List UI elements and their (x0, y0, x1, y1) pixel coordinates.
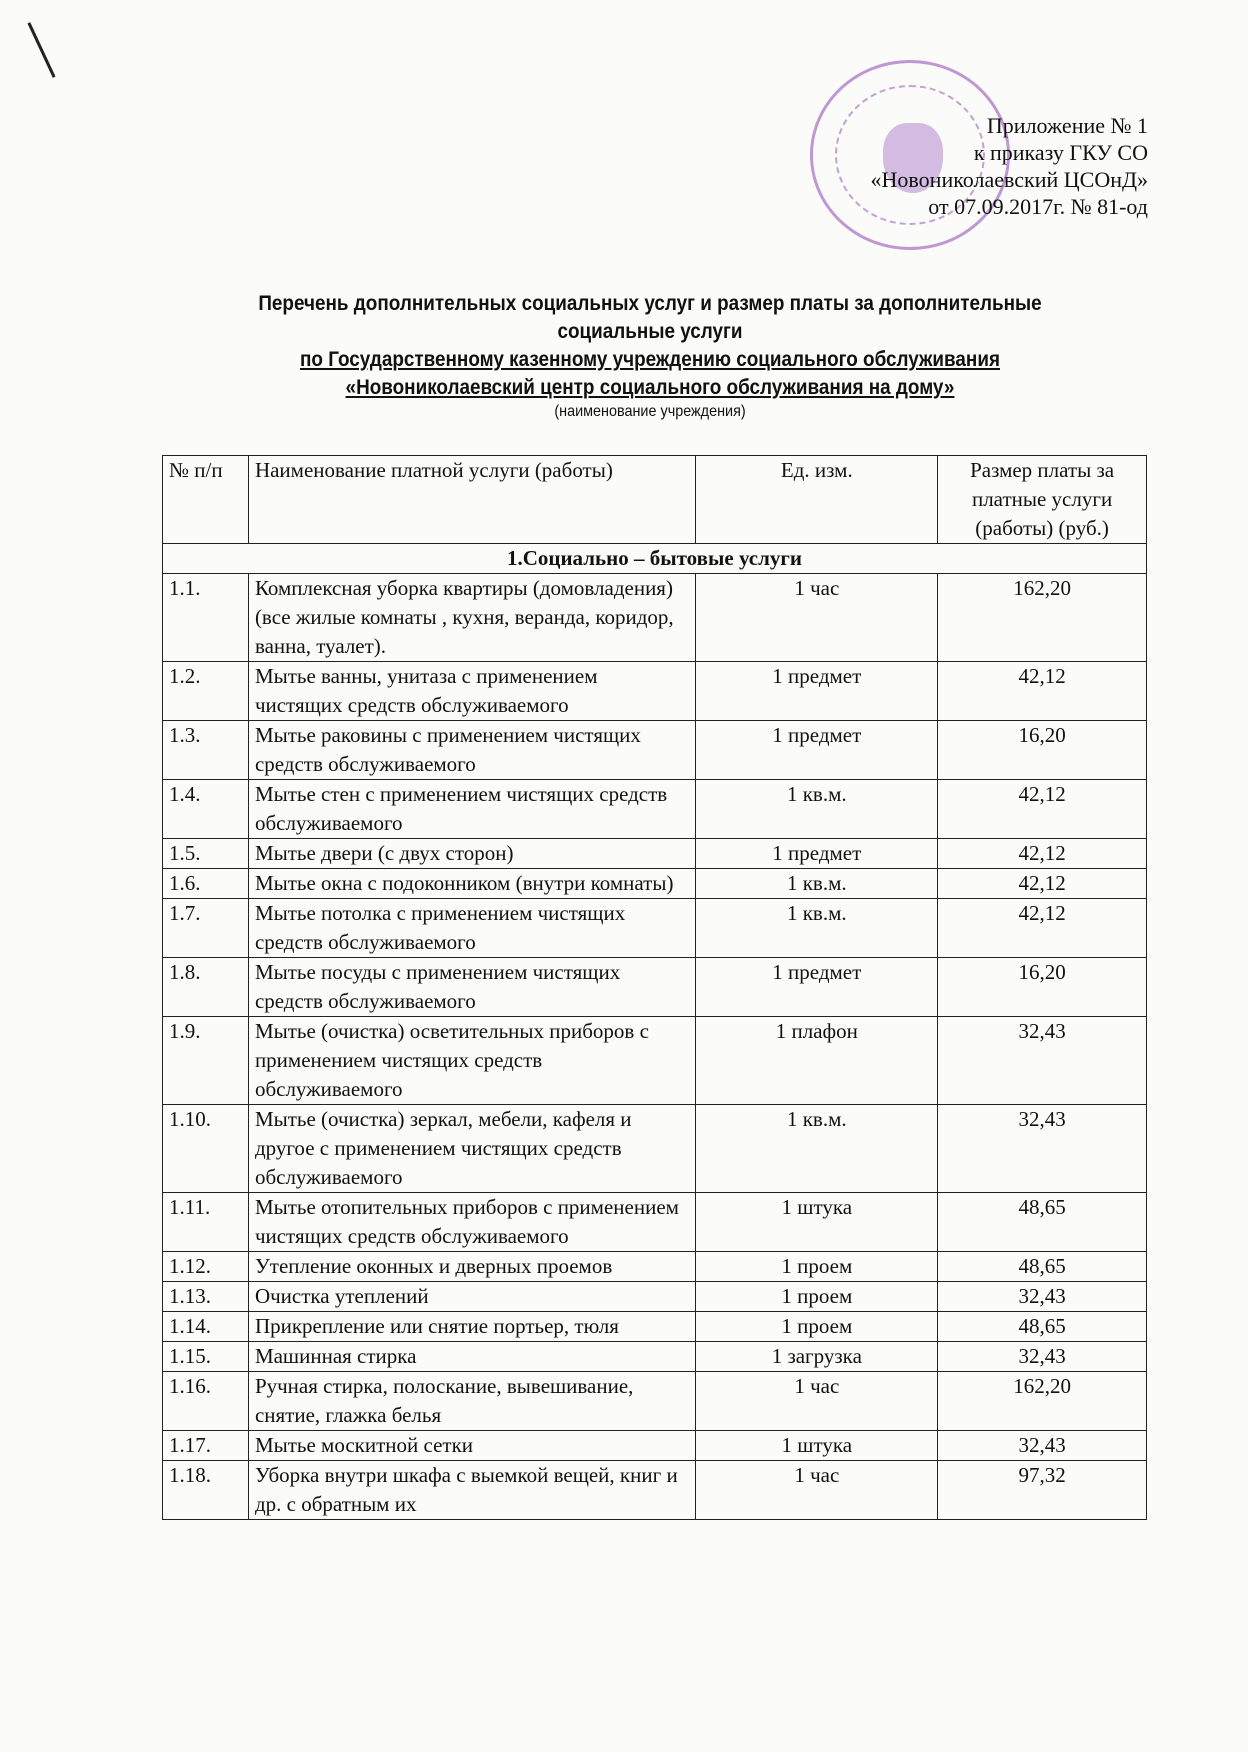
price: 97,32 (938, 1461, 1147, 1520)
table-row (163, 780, 1147, 839)
table-header-row (163, 456, 1147, 544)
table-row (163, 1372, 1147, 1431)
service-name: Мытье стен с применением чистящих средств обслуживаемого (248, 780, 696, 839)
price: 42,12 (938, 780, 1147, 839)
title-main: Перечень дополнительных социальных услуг и размер платы за дополнительные социальные услуги (258, 292, 1042, 343)
header-unit: Ед. изм. (696, 456, 938, 544)
section-title: 1.Социально – бытовые услуги (163, 544, 1147, 574)
title-caption: (наименование учреждения) (554, 403, 746, 420)
appendix-line: Приложение № 1 (986, 113, 1148, 138)
service-name: Мытье посуды с применением чистящих средств обслуживаемого (248, 958, 696, 1017)
price: 16,20 (938, 958, 1147, 1017)
service-name: Утепление оконных и дверных проемов (248, 1252, 696, 1282)
table-row (163, 958, 1147, 1017)
unit: 1 проем (696, 1252, 938, 1282)
table-row (163, 839, 1147, 869)
service-name: Мытье (очистка) осветительных приборов с применением чистящих средств обслуживаемого (248, 1017, 696, 1105)
price: 48,65 (938, 1193, 1147, 1252)
unit: 1 предмет (696, 958, 938, 1017)
unit: 1 предмет (696, 721, 938, 780)
table-row (163, 1252, 1147, 1282)
service-name: Комплексная уборка квартиры (домовладения) (все жилые комнаты , кухня, веранда, коридор, ванна, туалет). (248, 574, 696, 662)
unit: 1 кв.м. (696, 869, 938, 899)
table-row (163, 574, 1147, 662)
table-row (163, 1461, 1147, 1520)
row-number: 1.3. (163, 721, 249, 780)
unit: 1 предмет (696, 839, 938, 869)
unit: 1 штука (696, 1193, 938, 1252)
service-name: Мытье (очистка) зеркал, мебели, кафеля и другое с применением чистящих средств обслуживаемого (248, 1105, 696, 1193)
price: 32,43 (938, 1431, 1147, 1461)
price: 32,43 (938, 1017, 1147, 1105)
row-number: 1.8. (163, 958, 249, 1017)
header-name: Наименование платной услуги (работы) (248, 456, 696, 544)
unit: 1 час (696, 574, 938, 662)
price: 32,43 (938, 1342, 1147, 1372)
appendix-line: от 07.09.2017г. № 81-од (928, 194, 1148, 219)
appendix-line: к приказу ГКУ СО (973, 140, 1148, 165)
service-name: Мытье двери (с двух сторон) (248, 839, 696, 869)
row-number: 1.2. (163, 662, 249, 721)
row-number: 1.11. (163, 1193, 249, 1252)
price: 42,12 (938, 839, 1147, 869)
table-row (163, 1431, 1147, 1461)
service-name: Машинная стирка (248, 1342, 696, 1372)
price: 32,43 (938, 1282, 1147, 1312)
row-number: 1.1. (163, 574, 249, 662)
services-table (162, 455, 1147, 1520)
unit: 1 штука (696, 1431, 938, 1461)
row-number: 1.9. (163, 1017, 249, 1105)
table-row (163, 721, 1147, 780)
row-number: 1.18. (163, 1461, 249, 1520)
price: 48,65 (938, 1312, 1147, 1342)
service-name: Очистка утеплений (248, 1282, 696, 1312)
row-number: 1.6. (163, 869, 249, 899)
service-name: Мытье раковины с применением чистящих средств обслуживаемого (248, 721, 696, 780)
table-row (163, 1282, 1147, 1312)
unit: 1 плафон (696, 1017, 938, 1105)
unit: 1 кв.м. (696, 780, 938, 839)
unit: 1 загрузка (696, 1342, 938, 1372)
service-name: Мытье москитной сетки (248, 1431, 696, 1461)
price: 32,43 (938, 1105, 1147, 1193)
service-name: Ручная стирка, полоскание, вывешивание, снятие, глажка белья (248, 1372, 696, 1431)
table-row (163, 1017, 1147, 1105)
header-price: Размер платы за платные услуги (работы) (руб.) (938, 456, 1147, 544)
row-number: 1.13. (163, 1282, 249, 1312)
table-row (163, 1342, 1147, 1372)
price: 162,20 (938, 574, 1147, 662)
document-title (200, 290, 1100, 422)
price: 42,12 (938, 869, 1147, 899)
unit: 1 кв.м. (696, 899, 938, 958)
row-number: 1.16. (163, 1372, 249, 1431)
table-row (163, 662, 1147, 721)
header-number: № п/п (163, 456, 249, 544)
service-name: Мытье ванны, унитаза с применением чистящих средств обслуживаемого (248, 662, 696, 721)
row-number: 1.5. (163, 839, 249, 869)
row-number: 1.4. (163, 780, 249, 839)
service-name: Мытье окна с подоконником (внутри комнаты) (248, 869, 696, 899)
service-name: Прикрепление или снятие портьер, тюля (248, 1312, 696, 1342)
price: 42,12 (938, 899, 1147, 958)
appendix-line: «Новониколаевский ЦСОнД» (870, 167, 1148, 192)
unit: 1 предмет (696, 662, 938, 721)
table-row (163, 1193, 1147, 1252)
service-name: Мытье потолка с применением чистящих средств обслуживаемого (248, 899, 696, 958)
price: 42,12 (938, 662, 1147, 721)
unit: 1 проем (696, 1282, 938, 1312)
pen-mark (27, 22, 55, 78)
table-row (163, 1312, 1147, 1342)
price: 162,20 (938, 1372, 1147, 1431)
appendix-header (871, 112, 1148, 220)
table-row (163, 899, 1147, 958)
unit: 1 час (696, 1461, 938, 1520)
table-row (163, 869, 1147, 899)
service-name: Уборка внутри шкафа с выемкой вещей, книг и др. с обратным их (248, 1461, 696, 1520)
row-number: 1.15. (163, 1342, 249, 1372)
unit: 1 кв.м. (696, 1105, 938, 1193)
price: 16,20 (938, 721, 1147, 780)
service-name: Мытье отопительных приборов с применением чистящих средств обслуживаемого (248, 1193, 696, 1252)
title-org-line1: по Государственному казенному учреждению социального обслуживания (299, 348, 1001, 371)
price: 48,65 (938, 1252, 1147, 1282)
unit: 1 проем (696, 1312, 938, 1342)
row-number: 1.12. (163, 1252, 249, 1282)
section-row (163, 544, 1147, 574)
row-number: 1.17. (163, 1431, 249, 1461)
row-number: 1.14. (163, 1312, 249, 1342)
row-number: 1.7. (163, 899, 249, 958)
title-org-line2: «Новониколаевский центр социального обслуживания на дому» (345, 376, 955, 399)
row-number: 1.10. (163, 1105, 249, 1193)
unit: 1 час (696, 1372, 938, 1431)
table-row (163, 1105, 1147, 1193)
